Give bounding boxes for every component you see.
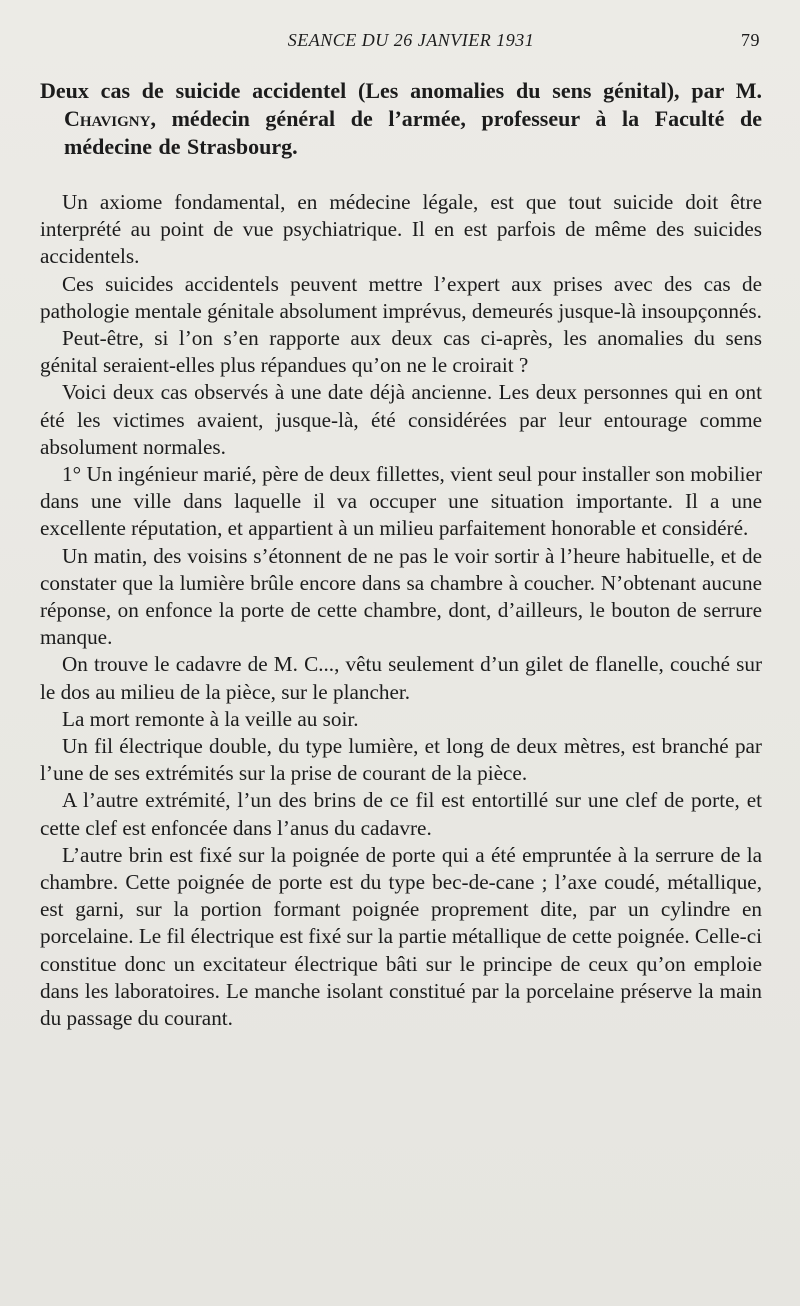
article-title-text: Deux cas de suicide accidentel (Les anomalies du sens génital), par M. <box>40 78 762 103</box>
article-title <box>40 77 762 161</box>
paragraph: Un matin, des voisins s’étonnent de ne pas le voir sortir à l’heure habituelle, et de constater que la lumière brûle encore dans sa chambre à coucher. N’obtenant aucune réponse, on enfonce la porte de cette chambre, dont, d’ailleurs, le bouton de serrure manque. <box>40 543 762 650</box>
paragraph: Un fil électrique double, du type lumière, et long de deux mètres, est branché par l’une de ses extrémités sur la prise de courant de la pièce. <box>40 734 762 786</box>
paragraph: On trouve le cadavre de M. C..., vêtu seulement d’un gilet de flanelle, couché sur le dos au milieu de la pièce, sur le plancher. <box>40 652 762 704</box>
running-title: SEANCE DU 26 JANVIER 1931 <box>287 30 535 50</box>
paragraph: La mort remonte à la veille au soir. <box>62 706 359 731</box>
paragraph: 1° Un ingénieur marié, père de deux fillettes, vient seul pour installer son mobilier dans une ville dans laquelle il va occuper une situation importante. Il a une excellente réputation, et appartient à un milieu parfaitement honorable et considéré. <box>40 462 762 541</box>
author-name: Chavigny <box>64 106 151 131</box>
running-head <box>40 30 762 64</box>
paragraph: L’autre brin est fixé sur la poignée de porte qui a été empruntée à la serrure de la chambre. Cette poignée de porte est du type bec-de-cane ; l’axe coudé, métallique, est garni, sur la portion formant poignée proprement dite, par un cylindre en porcelaine. Le fil électrique est fixé sur la partie métallique de cette poignée. Celle-ci constitue donc un excitateur électrique bâti sur le principe de ceux qu’on emploie dans les laboratoires. Le manche isolant constitué par la porcelaine préserve la main du passage du courant. <box>40 842 762 1031</box>
paragraph: Peut-être, si l’on s’en rapporte aux deux cas ci-après, les anomalies du sens génital seraient-elles plus répandues qu’on ne le croirait ? <box>40 326 762 378</box>
paragraph: Un axiome fondamental, en médecine légale, est que tout suicide doit être interprété au point de vue psychiatrique. Il en est parfois de même des suicides accidentels. <box>40 190 762 269</box>
paragraph: Voici deux cas observés à une date déjà ancienne. Les deux personnes qui en ont été les victimes avaient, jusque-là, été considérées par leur entourage comme absolument normales. <box>40 380 762 459</box>
author-affiliation: , médecin général de l’armée, professeur à la Faculté de médecine de Strasbourg. <box>64 106 762 159</box>
paragraph: A l’autre extrémité, l’un des brins de ce fil est entortillé sur une clef de porte, et cette clef est enfoncée dans l’anus du cadavre. <box>40 788 762 840</box>
paragraph: Ces suicides accidentels peuvent mettre l’expert aux prises avec des cas de pathologie mentale génitale absolument imprévus, demeurés jusque-là insoupçonnés. <box>40 271 762 323</box>
page-number: 79 <box>741 30 760 50</box>
body-text <box>40 189 762 1032</box>
